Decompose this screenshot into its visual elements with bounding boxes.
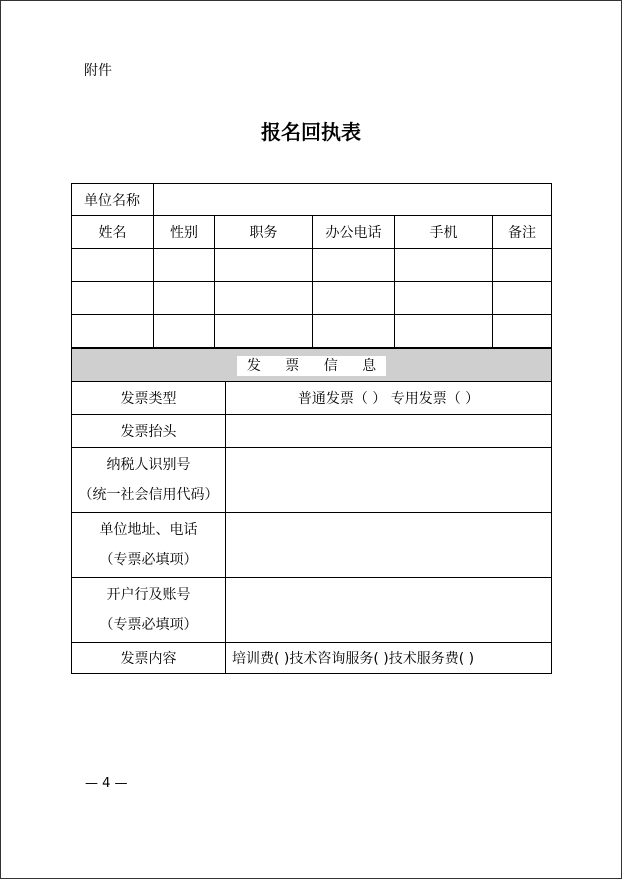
bank-row (72, 578, 552, 643)
address-field[interactable] (226, 513, 552, 578)
table-cell[interactable] (215, 282, 313, 315)
tax-id-label-line1: 纳税人识别号 (106, 457, 191, 473)
invoice-table (71, 348, 552, 674)
column-header-remarks: 备注 (493, 216, 552, 249)
table-cell[interactable] (493, 282, 552, 315)
unit-name-row (72, 184, 552, 216)
table-row (72, 249, 552, 282)
invoice-section-header (72, 349, 552, 382)
page-title: 报名回执表 (261, 120, 361, 144)
table-row (72, 282, 552, 315)
column-header-gender: 性别 (154, 216, 215, 249)
table-cell[interactable] (395, 315, 493, 348)
tax-id-row (72, 448, 552, 513)
table-cell[interactable] (395, 249, 493, 282)
invoice-content-label: 发票内容 (72, 643, 226, 674)
bank-field[interactable] (226, 578, 552, 643)
table-cell[interactable] (72, 282, 154, 315)
table-cell[interactable] (493, 315, 552, 348)
page-number: — 4 — (85, 776, 128, 791)
invoice-content-row (72, 643, 552, 674)
invoice-content-options[interactable]: 培训费( )技术咨询服务( )技术服务费( ) (226, 643, 552, 674)
column-header-position: 职务 (215, 216, 313, 249)
bank-label-line2: （专票必填项） (99, 617, 198, 633)
invoice-type-options[interactable]: 普通发票（ ） 专用发票（ ） (226, 382, 552, 415)
table-cell[interactable] (72, 249, 154, 282)
address-label-line2: （专票必填项） (99, 552, 198, 568)
invoice-section-title: 发 票 信 息 (237, 356, 386, 376)
table-header-row (72, 216, 552, 249)
tax-id-label (72, 448, 226, 513)
participants-table (71, 183, 552, 348)
table-cell[interactable] (493, 249, 552, 282)
address-label-line1: 单位地址、电话 (99, 522, 198, 538)
column-header-name: 姓名 (72, 216, 154, 249)
table-cell[interactable] (72, 315, 154, 348)
invoice-type-label: 发票类型 (72, 382, 226, 415)
bank-label (72, 578, 226, 643)
invoice-header-row (72, 415, 552, 448)
table-cell[interactable] (215, 249, 313, 282)
address-row (72, 513, 552, 578)
table-row (72, 315, 552, 348)
invoice-type-row (72, 382, 552, 415)
attachment-label: 附件 (84, 63, 112, 79)
address-label (72, 513, 226, 578)
table-cell[interactable] (154, 249, 215, 282)
table-cell[interactable] (154, 282, 215, 315)
invoice-header-label: 发票抬头 (72, 415, 226, 448)
column-header-mobile: 手机 (395, 216, 493, 249)
unit-name-label: 单位名称 (72, 184, 154, 216)
table-cell[interactable] (313, 282, 395, 315)
tax-id-field[interactable] (226, 448, 552, 513)
bank-label-line1: 开户行及账号 (106, 587, 191, 603)
table-cell[interactable] (395, 282, 493, 315)
unit-name-field[interactable] (154, 184, 552, 216)
column-header-office-phone: 办公电话 (313, 216, 395, 249)
table-cell[interactable] (154, 315, 215, 348)
table-cell[interactable] (313, 315, 395, 348)
invoice-header-field[interactable] (226, 415, 552, 448)
table-cell[interactable] (313, 249, 395, 282)
tax-id-label-line2: （统一社会信用代码） (78, 487, 219, 503)
table-cell[interactable] (215, 315, 313, 348)
invoice-section-row (72, 349, 552, 382)
